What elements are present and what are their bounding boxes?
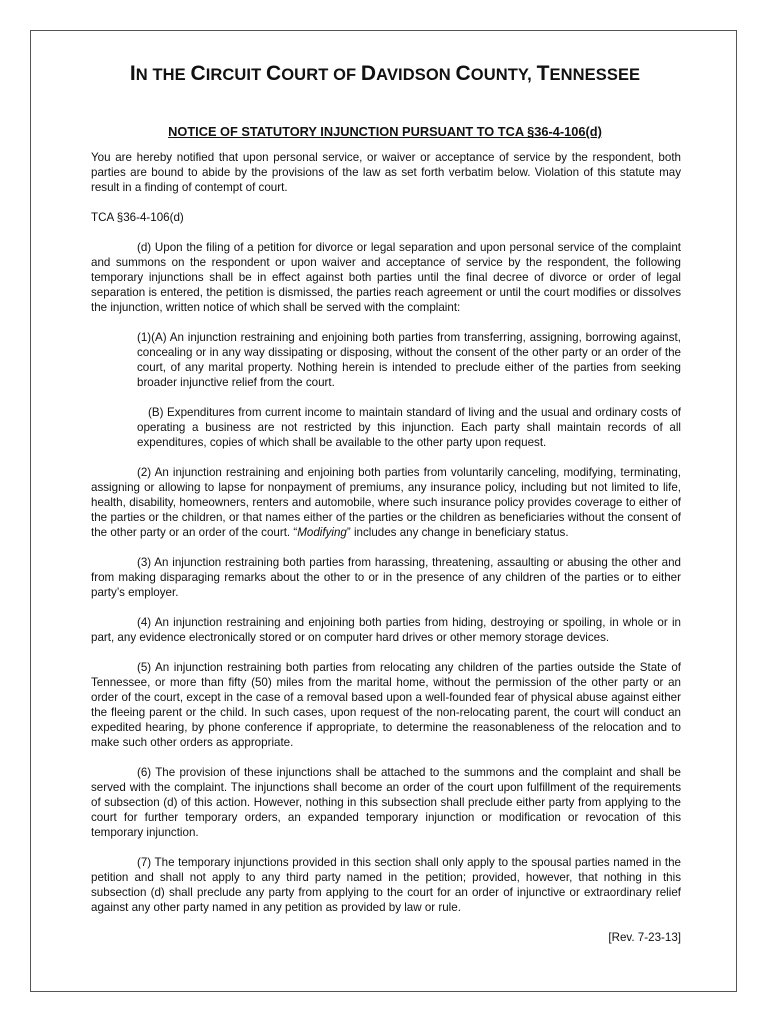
notice-title: NOTICE OF STATUTORY INJUNCTION PURSUANT TO TCA §36-4-106(d)	[168, 124, 602, 139]
revision-date: [Rev. 7-23-13]	[608, 931, 681, 944]
paragraph-1a: (1)(A) An injunction restraining and enjoining both parties from transferring, assigning, borrowing against, concealing or in any way dissipating or disposing, without the consent of the other party or an order of the court, of any marital property. Nothing herein is intended to preclude either of the parties from seeking broader injunctive relief from the court.	[137, 331, 681, 389]
paragraph-3: (3) An injunction restraining both parties from harassing, threatening, assaulting or abusing the other and from making disparaging remarks about the other to or in the presence of any children of the parties or to either party’s employer.	[91, 556, 681, 599]
paragraph-2: (2) An injunction restraining and enjoining both parties from voluntarily canceling, modifying, terminating, assigning or allowing to lapse for nonpayment of premiums, any insurance policy, including but not limited to life, health, disability, homeowners, renters and automobile, where such insurance policy provides coverage to either of the parties or the children, or that names either of the parties or the children as beneficiaries without the consent of the other party or an order of the court. “Modifying” includes any change in beneficiary status.	[91, 466, 681, 539]
intro-paragraph: You are hereby notified that upon personal service, or waiver or acceptance of service by the respondent, both parties are bound to abide by the provisions of the law as set forth verbatim below. Violation of this statute may result in a finding of contempt of court.	[91, 151, 681, 194]
paragraph-d: (d) Upon the filing of a petition for divorce or legal separation and upon personal service of the complaint and summons on the respondent or upon waiver and acceptance of service by the respondent, the following temporary injunctions shall be in effect against both parties until the final decree of divorce or order of legal separation is entered, the petition is dismissed, the parties reach agreement or until the court modifies or dissolves the injunction, written notice of which shall be served with the complaint:	[91, 241, 681, 314]
paragraph-6: (6) The provision of these injunctions shall be attached to the summons and the complaint and shall be served with the complaint. The injunctions shall become an order of the court upon fulfillment of the requirements of subsection (d) of this action. However, nothing in this subsection shall preclude either party from applying to the court for further temporary orders, an expanded temporary injunction or modification or revocation of this temporary injunction.	[91, 766, 681, 839]
paragraph-5: (5) An injunction restraining both parties from relocating any children of the parties outside the State of Tennessee, or more than fifty (50) miles from the marital home, without the permission of the other party or an order of the court, except in the case of a removal based upon a well-founded fear of physical abuse against either the fleeing parent or the child. In such cases, upon request of the non-relocating parent, the court will conduct an expedited hearing, by phone conference if appropriate, to determine the reasonableness of the relocation and to make such other orders as appropriate.	[91, 661, 681, 749]
paragraph-1b: (B) Expenditures from current income to maintain standard of living and the usual and ordinary costs of operating a business are not restricted by this injunction. Each party shall maintain records of all expenditures, copies of which shall be available to the other party upon request.	[137, 406, 681, 449]
paragraph-7: (7) The temporary injunctions provided in this section shall only apply to the spousal parties named in the petition and shall not apply to any third party named in the petition; provided, however, that nothing in this subsection (d) shall preclude any party from applying to the court for an order of injunctive or extraordinary relief against any other party named in any petition as provided by law or rule.	[91, 856, 681, 914]
document-body	[91, 150, 681, 960]
statute-reference: TCA §36-4-106(d)	[91, 211, 184, 224]
paragraph-4: (4) An injunction restraining and enjoining both parties from hiding, destroying or spoiling, in whole or in part, any evidence electronically stored or on computer hard drives or other memory storage devices.	[91, 616, 681, 644]
court-title: IN THE CIRCUIT COURT OF DAVIDSON COUNTY, TENNESSEE	[129, 62, 641, 85]
